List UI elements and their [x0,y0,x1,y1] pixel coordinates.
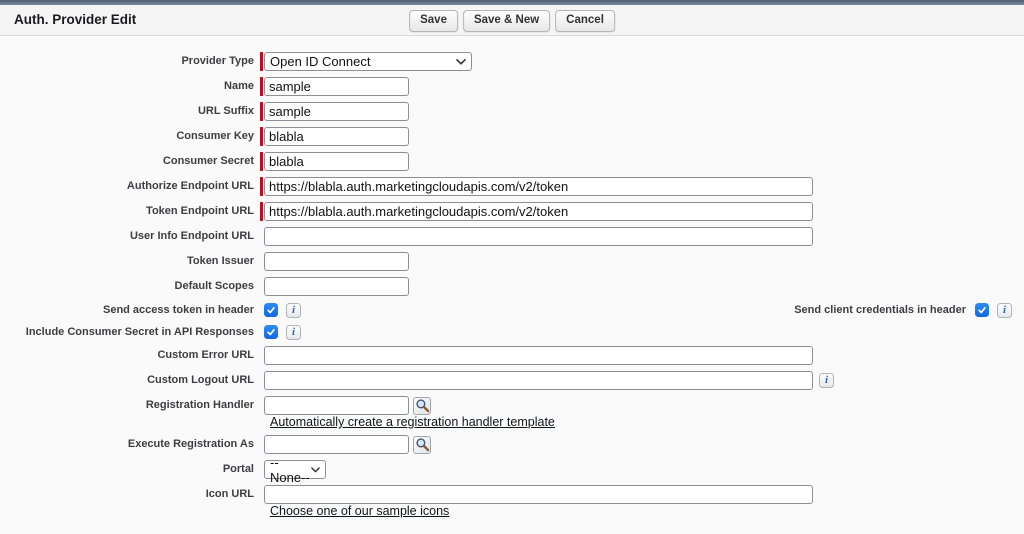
name-label: Name [224,80,254,92]
required-marker-spacer [260,371,263,390]
create-registration-handler-link[interactable]: Automatically create a registration handler template [270,415,555,429]
required-marker-spacer [260,435,263,454]
send-access-token-label: Send access token in header [102,303,254,316]
include-consumer-secret-checkbox[interactable] [264,325,278,339]
field-row-default-scopes [0,277,1024,296]
token-endpoint-url-input[interactable] [264,202,813,221]
portal-label: Portal [222,463,254,475]
required-marker-spacer [260,227,263,246]
custom-error-url-label: Custom Error URL [157,349,254,361]
field-row-registration-handler [0,396,1024,415]
required-marker-spacer [260,252,263,271]
info-icon[interactable]: i [997,303,1012,318]
checkmark-icon [266,327,276,337]
default-scopes-label: Default Scopes [174,280,254,292]
url-suffix-input[interactable] [264,102,409,121]
auth-provider-edit-form [0,36,1024,518]
checkmark-icon [977,305,987,315]
token-issuer-label: Token Issuer [186,255,254,267]
save-and-new-button[interactable]: Save & New [463,10,550,32]
registration-handler-link-row [0,415,1024,429]
name-input[interactable] [264,77,409,96]
authorize-endpoint-url-label: Authorize Endpoint URL [126,180,254,192]
field-row-include-consumer-secret [0,324,1024,340]
execute-registration-as-label: Execute Registration As [127,438,254,450]
consumer-key-input[interactable] [264,127,409,146]
required-marker-spacer [260,346,263,365]
execute-registration-as-input[interactable] [264,435,409,454]
required-marker-spacer [260,485,263,504]
required-marker-spacer [260,277,263,296]
token-endpoint-url-label: Token Endpoint URL [146,205,254,217]
page-header [0,5,1024,36]
provider-type-label: Provider Type [181,55,254,67]
lookup-magnifier-icon[interactable] [413,436,431,454]
send-access-token-checkbox[interactable] [264,303,278,317]
field-row-token-issuer [0,252,1024,271]
field-row-custom-error-url [0,346,1024,365]
field-row-user-info-endpoint-url [0,227,1024,246]
custom-error-url-input[interactable] [264,346,813,365]
lookup-magnifier-icon[interactable] [413,397,431,415]
portal-selected-value: --None-- [270,454,310,485]
send-client-credentials-group [794,302,1012,318]
icon-url-input[interactable] [264,485,813,504]
custom-logout-url-label: Custom Logout URL [147,374,254,386]
icon-url-link-row [0,504,1024,518]
info-icon[interactable]: i [286,303,301,318]
user-info-endpoint-url-label: User Info Endpoint URL [129,230,254,242]
send-client-credentials-checkbox[interactable] [975,303,989,317]
required-marker-spacer [260,301,263,320]
required-marker-spacer [260,396,263,415]
consumer-secret-input[interactable] [264,152,409,171]
registration-handler-label: Registration Handler [145,399,254,411]
send-client-credentials-label: Send client credentials in header [794,303,966,316]
checkmark-icon [266,305,276,315]
field-row-name [0,77,1024,96]
field-row-icon-url [0,485,1024,504]
consumer-key-label: Consumer Key [176,130,254,142]
default-scopes-input[interactable] [264,277,409,296]
required-marker [260,177,263,196]
field-row-custom-logout-url [0,371,1024,390]
field-row-consumer-key [0,127,1024,146]
info-icon[interactable]: i [286,325,301,340]
include-consumer-secret-label: Include Consumer Secret in API Responses [25,325,254,338]
field-row-provider-type [0,52,1024,71]
info-icon[interactable]: i [819,373,834,388]
token-issuer-input[interactable] [264,252,409,271]
field-row-authorize-endpoint-url [0,177,1024,196]
required-marker-spacer [260,323,263,342]
url-suffix-label: URL Suffix [197,105,254,117]
provider-type-select[interactable] [264,52,472,71]
required-marker [260,102,263,121]
chevron-down-icon [311,467,320,473]
choose-sample-icons-link[interactable]: Choose one of our sample icons [270,504,450,518]
icon-url-label: Icon URL [205,488,254,500]
consumer-secret-label: Consumer Secret [162,155,254,167]
toolbar [409,10,615,32]
required-marker [260,52,263,71]
registration-handler-input[interactable] [264,396,409,415]
field-row-token-endpoint-url [0,202,1024,221]
custom-logout-url-input[interactable] [264,371,813,390]
required-marker [260,77,263,96]
chevron-down-icon [456,59,466,65]
provider-type-selected-value: Open ID Connect [270,54,371,69]
field-row-portal [0,454,1024,485]
portal-select[interactable] [264,454,326,485]
user-info-endpoint-url-input[interactable] [264,227,813,246]
required-marker [260,127,263,146]
field-row-send-access-token [0,302,1024,318]
authorize-endpoint-url-input[interactable] [264,177,813,196]
required-marker [260,202,263,221]
page-title: Auth. Provider Edit [14,12,137,27]
required-marker [260,152,263,171]
field-row-consumer-secret [0,152,1024,171]
field-row-url-suffix [0,102,1024,121]
field-row-execute-registration-as [0,435,1024,454]
save-button[interactable]: Save [409,10,458,32]
cancel-button[interactable]: Cancel [555,10,615,32]
required-marker-spacer [260,460,263,479]
